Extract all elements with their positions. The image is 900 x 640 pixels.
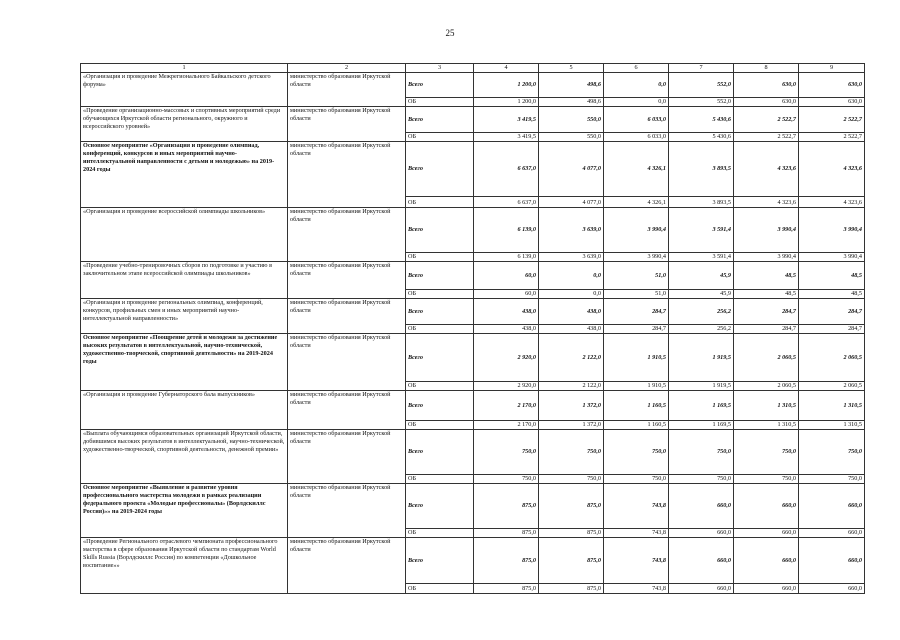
ob-amount: 3 639,0 — [539, 253, 604, 262]
funding-source-ob: ОБ — [406, 584, 474, 594]
activity-name: «Организация и проведение всероссийской олимпиады школьников» — [81, 208, 288, 262]
ob-amount: 550,0 — [539, 133, 604, 142]
total-amount: 875,0 — [474, 484, 539, 529]
column-number-row — [81, 64, 865, 73]
activity-name: Основное мероприятие «Выявление и развитие уровня профессионального мастерства молодежи в рамках реализации федерального проекта «Молодые профессионалы» (Ворлдскиллс Россия)»» на 2019-2024 годы — [81, 484, 288, 538]
ob-amount: 1 310,5 — [799, 421, 865, 430]
total-amount: 875,0 — [474, 538, 539, 584]
total-amount: 875,0 — [539, 484, 604, 529]
table-row — [81, 107, 865, 133]
responsible-executor: министерство образования Иркутской области — [288, 208, 406, 262]
total-amount: 552,0 — [669, 73, 734, 98]
ob-amount: 875,0 — [539, 584, 604, 594]
ob-amount: 1 910,5 — [604, 382, 669, 391]
ob-amount: 660,0 — [734, 584, 799, 594]
ob-amount: 660,0 — [734, 529, 799, 538]
ob-amount: 4 326,1 — [604, 197, 669, 208]
table-row — [81, 73, 865, 98]
ob-amount: 0,0 — [604, 98, 669, 107]
total-amount: 284,7 — [604, 299, 669, 325]
ob-amount: 3 419,5 — [474, 133, 539, 142]
activity-name: «Проведение учебно-тренировочных сборов по подготовке и участию в заключительном этапе всероссийской олимпиады школьников» — [81, 262, 288, 299]
column-header: 2 — [288, 64, 406, 73]
total-amount: 630,0 — [799, 73, 865, 98]
ob-amount: 4 323,6 — [799, 197, 865, 208]
table-row — [81, 262, 865, 290]
total-amount: 750,0 — [669, 430, 734, 475]
ob-amount: 5 430,6 — [669, 133, 734, 142]
responsible-executor: министерство образования Иркутской области — [288, 142, 406, 208]
column-header: 9 — [799, 64, 865, 73]
total-amount: 48,5 — [734, 262, 799, 290]
column-header: 5 — [539, 64, 604, 73]
total-amount: 2 060,5 — [734, 334, 799, 382]
ob-amount: 0,0 — [539, 290, 604, 299]
total-amount: 3 990,4 — [734, 208, 799, 253]
total-amount: 660,0 — [799, 484, 865, 529]
total-amount: 750,0 — [539, 430, 604, 475]
budget-table — [80, 63, 865, 594]
column-header: 7 — [669, 64, 734, 73]
funding-source-ob: ОБ — [406, 421, 474, 430]
total-amount: 750,0 — [474, 430, 539, 475]
ob-amount: 1 169,5 — [669, 421, 734, 430]
ob-amount: 3 990,4 — [604, 253, 669, 262]
column-header: 4 — [474, 64, 539, 73]
total-amount: 1 919,5 — [669, 334, 734, 382]
funding-source-total: Всего — [406, 299, 474, 325]
ob-amount: 660,0 — [799, 584, 865, 594]
ob-amount: 3 990,4 — [734, 253, 799, 262]
ob-amount: 660,0 — [669, 529, 734, 538]
funding-source-ob: ОБ — [406, 197, 474, 208]
table-row — [81, 299, 865, 325]
total-amount: 2 522,7 — [799, 107, 865, 133]
funding-source-total: Всего — [406, 208, 474, 253]
ob-amount: 6 637,0 — [474, 197, 539, 208]
ob-amount: 48,5 — [734, 290, 799, 299]
total-amount: 2 920,0 — [474, 334, 539, 382]
column-header: 1 — [81, 64, 288, 73]
table-body — [81, 73, 865, 594]
responsible-executor: министерство образования Иркутской области — [288, 430, 406, 484]
responsible-executor: министерство образования Иркутской области — [288, 484, 406, 538]
ob-amount: 438,0 — [539, 325, 604, 334]
total-amount: 630,0 — [734, 73, 799, 98]
funding-source-total: Всего — [406, 430, 474, 475]
total-amount: 3 893,5 — [669, 142, 734, 197]
ob-amount: 438,0 — [474, 325, 539, 334]
total-amount: 2 522,7 — [734, 107, 799, 133]
activity-name: «Проведение Регионального отраслевого чемпионата профессионального мастерства в сфере образования Иркутской области по стандартам World Skills Russia (Ворлдскиллс Россия) по компетенции «Дошкольное воспитание»» — [81, 538, 288, 594]
total-amount: 60,0 — [474, 262, 539, 290]
ob-amount: 3 591,4 — [669, 253, 734, 262]
total-amount: 6 139,0 — [474, 208, 539, 253]
ob-amount: 2 060,5 — [799, 382, 865, 391]
total-amount: 438,0 — [539, 299, 604, 325]
total-amount: 4 323,6 — [734, 142, 799, 197]
ob-amount: 1 372,0 — [539, 421, 604, 430]
responsible-executor: министерство образования Иркутской области — [288, 391, 406, 430]
total-amount: 4 323,6 — [799, 142, 865, 197]
ob-amount: 6 139,0 — [474, 253, 539, 262]
total-amount: 875,0 — [539, 538, 604, 584]
total-amount: 660,0 — [669, 484, 734, 529]
total-amount: 48,5 — [799, 262, 865, 290]
ob-amount: 2 122,0 — [539, 382, 604, 391]
ob-amount: 552,0 — [669, 98, 734, 107]
total-amount: 743,8 — [604, 484, 669, 529]
total-amount: 1 310,5 — [734, 391, 799, 421]
ob-amount: 3 893,5 — [669, 197, 734, 208]
total-amount: 256,2 — [669, 299, 734, 325]
ob-amount: 875,0 — [474, 529, 539, 538]
ob-amount: 743,8 — [604, 529, 669, 538]
responsible-executor: министерство образования Иркутской области — [288, 299, 406, 334]
total-amount: 743,8 — [604, 538, 669, 584]
total-amount: 6 637,0 — [474, 142, 539, 197]
ob-amount: 284,7 — [734, 325, 799, 334]
ob-amount: 51,0 — [604, 290, 669, 299]
funding-source-ob: ОБ — [406, 133, 474, 142]
ob-amount: 750,0 — [604, 475, 669, 484]
responsible-executor: министерство образования Иркутской области — [288, 538, 406, 594]
responsible-executor: министерство образования Иркутской области — [288, 107, 406, 142]
activity-name: «Проведение организационно-массовых и спортивных мероприятий среди обучающихся Иркутской области регионального, окружного и всероссийского уровней» — [81, 107, 288, 142]
total-amount: 750,0 — [604, 430, 669, 475]
ob-amount: 256,2 — [669, 325, 734, 334]
funding-source-ob: ОБ — [406, 529, 474, 538]
ob-amount: 1 200,0 — [474, 98, 539, 107]
ob-amount: 750,0 — [669, 475, 734, 484]
table-row — [81, 484, 865, 529]
total-amount: 750,0 — [799, 430, 865, 475]
column-header: 8 — [734, 64, 799, 73]
ob-amount: 750,0 — [539, 475, 604, 484]
table-row — [81, 430, 865, 475]
total-amount: 438,0 — [474, 299, 539, 325]
table-row — [81, 334, 865, 382]
total-amount: 660,0 — [799, 538, 865, 584]
total-amount: 660,0 — [734, 538, 799, 584]
total-amount: 2 122,0 — [539, 334, 604, 382]
total-amount: 6 033,0 — [604, 107, 669, 133]
total-amount: 3 639,0 — [539, 208, 604, 253]
funding-source-ob: ОБ — [406, 382, 474, 391]
total-amount: 1 310,5 — [799, 391, 865, 421]
funding-source-total: Всего — [406, 484, 474, 529]
ob-amount: 2 522,7 — [734, 133, 799, 142]
ob-amount: 45,9 — [669, 290, 734, 299]
total-amount: 2 060,5 — [799, 334, 865, 382]
page-number: 25 — [445, 28, 455, 38]
ob-amount: 660,0 — [669, 584, 734, 594]
ob-amount: 750,0 — [734, 475, 799, 484]
ob-amount: 875,0 — [539, 529, 604, 538]
responsible-executor: министерство образования Иркутской области — [288, 334, 406, 391]
column-header: 6 — [604, 64, 669, 73]
total-amount: 4 326,1 — [604, 142, 669, 197]
responsible-executor: министерство образования Иркутской области — [288, 262, 406, 299]
total-amount: 0,0 — [539, 262, 604, 290]
ob-amount: 743,8 — [604, 584, 669, 594]
funding-source-ob: ОБ — [406, 475, 474, 484]
funding-source-total: Всего — [406, 391, 474, 421]
ob-amount: 4 323,6 — [734, 197, 799, 208]
ob-amount: 48,5 — [799, 290, 865, 299]
total-amount: 4 077,0 — [539, 142, 604, 197]
ob-amount: 2 060,5 — [734, 382, 799, 391]
ob-amount: 1 310,5 — [734, 421, 799, 430]
ob-amount: 1 160,5 — [604, 421, 669, 430]
total-amount: 3 990,4 — [799, 208, 865, 253]
activity-name: «Организация и проведение региональных олимпиад, конференций, конкурсов, профильных смен и иных мероприятий научно-интеллектуальной направленности» — [81, 299, 288, 334]
activity-name: «Организация и проведение Межрегионального Байкальского детского форума» — [81, 73, 288, 107]
responsible-executor: министерство образования Иркутской области — [288, 73, 406, 107]
funding-source-ob: ОБ — [406, 98, 474, 107]
activity-name: «Организация и проведение Губернаторского бала выпускников» — [81, 391, 288, 430]
table-row — [81, 391, 865, 421]
funding-source-ob: ОБ — [406, 290, 474, 299]
funding-source-total: Всего — [406, 107, 474, 133]
total-amount: 3 990,4 — [604, 208, 669, 253]
total-amount: 3 419,5 — [474, 107, 539, 133]
ob-amount: 284,7 — [799, 325, 865, 334]
ob-amount: 875,0 — [474, 584, 539, 594]
column-header: 3 — [406, 64, 474, 73]
ob-amount: 750,0 — [799, 475, 865, 484]
total-amount: 2 170,0 — [474, 391, 539, 421]
activity-name: «Выплата обучающимся образовательных организаций Иркутской области, добившимся высоких результатов в интеллектуальной, научно-технической, художественно-творческой, спортивной деятельности, денежной премии» — [81, 430, 288, 484]
funding-source-total: Всего — [406, 538, 474, 584]
funding-source-total: Всего — [406, 334, 474, 382]
total-amount: 1 372,0 — [539, 391, 604, 421]
activity-name: Основное мероприятие «Организация и проведение олимпиад, конференций, конкурсов и иных мероприятий научно-интеллектуальной направленности с детьми и молодежью» на 2019-2024 годы — [81, 142, 288, 208]
total-amount: 1 910,5 — [604, 334, 669, 382]
ob-amount: 2 920,0 — [474, 382, 539, 391]
ob-amount: 1 919,5 — [669, 382, 734, 391]
table-row — [81, 142, 865, 197]
ob-amount: 4 077,0 — [539, 197, 604, 208]
total-amount: 0,0 — [604, 73, 669, 98]
ob-amount: 498,6 — [539, 98, 604, 107]
funding-source-ob: ОБ — [406, 253, 474, 262]
ob-amount: 60,0 — [474, 290, 539, 299]
funding-source-total: Всего — [406, 262, 474, 290]
ob-amount: 660,0 — [799, 529, 865, 538]
ob-amount: 630,0 — [734, 98, 799, 107]
funding-source-total: Всего — [406, 142, 474, 197]
funding-source-ob: ОБ — [406, 325, 474, 334]
ob-amount: 750,0 — [474, 475, 539, 484]
total-amount: 660,0 — [669, 538, 734, 584]
total-amount: 45,9 — [669, 262, 734, 290]
ob-amount: 630,0 — [799, 98, 865, 107]
ob-amount: 6 033,0 — [604, 133, 669, 142]
funding-source-total: Всего — [406, 73, 474, 98]
total-amount: 1 200,0 — [474, 73, 539, 98]
total-amount: 51,0 — [604, 262, 669, 290]
total-amount: 660,0 — [734, 484, 799, 529]
total-amount: 3 591,4 — [669, 208, 734, 253]
ob-amount: 2 170,0 — [474, 421, 539, 430]
total-amount: 5 430,6 — [669, 107, 734, 133]
total-amount: 284,7 — [799, 299, 865, 325]
total-amount: 1 169,5 — [669, 391, 734, 421]
table-row — [81, 208, 865, 253]
ob-amount: 2 522,7 — [799, 133, 865, 142]
table-row — [81, 538, 865, 584]
total-amount: 550,0 — [539, 107, 604, 133]
total-amount: 1 160,5 — [604, 391, 669, 421]
total-amount: 498,6 — [539, 73, 604, 98]
total-amount: 750,0 — [734, 430, 799, 475]
ob-amount: 284,7 — [604, 325, 669, 334]
activity-name: Основное мероприятие «Поощрение детей и молодежи за достижение высоких результатов в интеллектуальной, научно-технической, художественно-творческой, спортивной деятельности» на 2019-2024 годы — [81, 334, 288, 391]
total-amount: 284,7 — [734, 299, 799, 325]
ob-amount: 3 990,4 — [799, 253, 865, 262]
